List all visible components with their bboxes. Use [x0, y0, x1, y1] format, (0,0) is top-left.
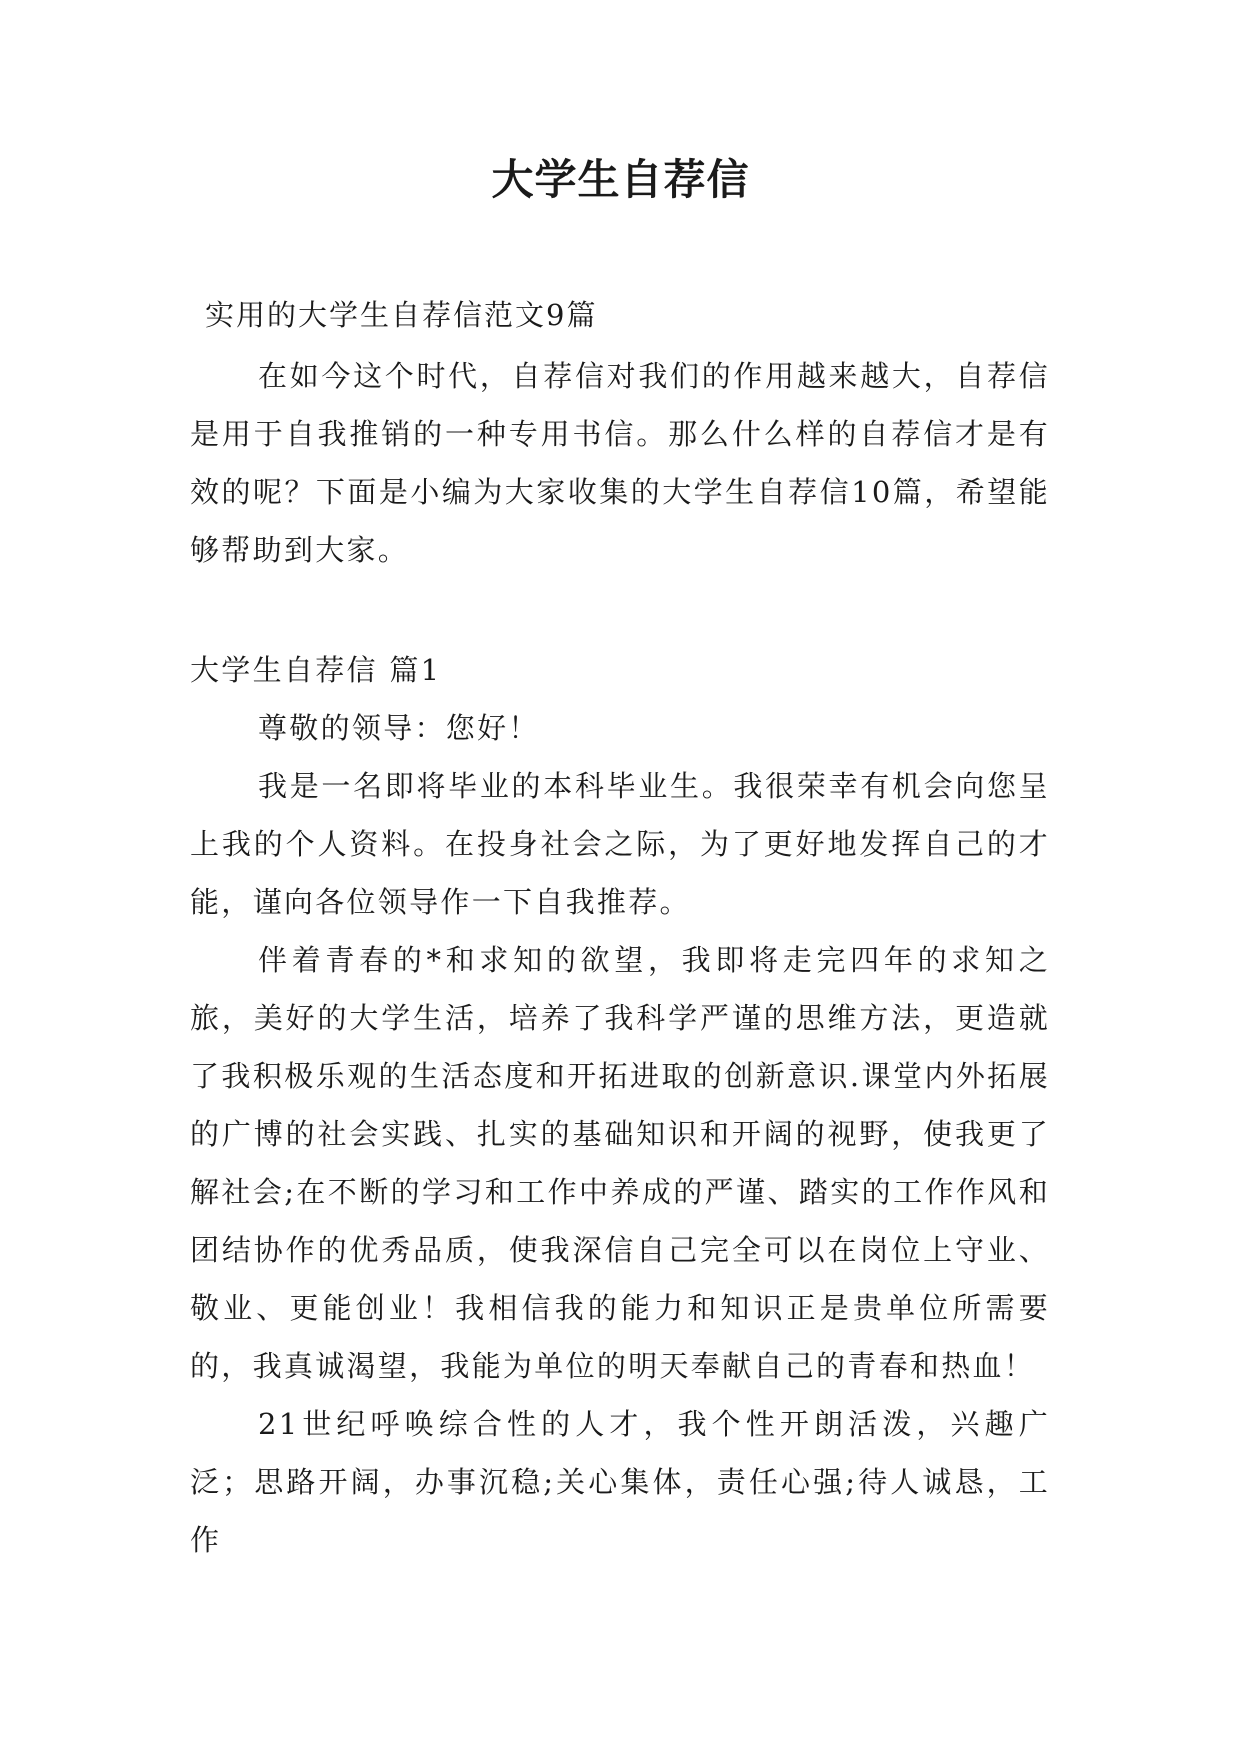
document-subtitle: 实用的大学生自荐信范文9篇 [205, 298, 598, 332]
body-paragraph: 伴着青春的*和求知的欲望，我即将走完四年的求知之旅，美好的大学生活，培养了我科学严谨的思维方法，更造就了我积极乐观的生活态度和开拓进取的创新意识.课堂内外拓展的广博的社会实践、扎实的基础知识和开阔的视野，使我更了解社会;在不断的学习和工作中养成的严谨、踏实的工作作风和团结协作的优秀品质，使我深信自己完全可以在岗位上守业、敬业、更能创业！我相信我的能力和知识正是贵单位所需要的，我真诚渴望，我能为单位的明天奉献自己的青春和热血！ [190, 943, 1050, 1383]
document-body [190, 347, 1050, 1569]
body-paragraph: 我是一名即将毕业的本科毕业生。我很荣幸有机会向您呈上我的个人资料。在投身社会之际，为了更好地发挥自己的才能，谨向各位领导作一下自我推荐。 [190, 769, 1050, 919]
section-spacer [190, 579, 1050, 641]
salutation-paragraph: 尊敬的领导：您好！ [258, 711, 540, 745]
document-title: 大学生自荐信 [491, 155, 750, 204]
intro-paragraph: 在如今这个时代，自荐信对我们的作用越来越大，自荐信是用于自我推销的一种专用书信。那么什么样的自荐信才是有效的呢？下面是小编为大家收集的大学生自荐信10篇，希望能够帮助到大家。 [190, 359, 1050, 567]
body-paragraph: 21世纪呼唤综合性的人才，我个性开朗活泼，兴趣广泛；思路开阔，办事沉稳;关心集体，责任心强;待人诚恳，工作 [190, 1407, 1050, 1557]
section-heading: 大学生自荐信 篇1 [190, 653, 442, 687]
